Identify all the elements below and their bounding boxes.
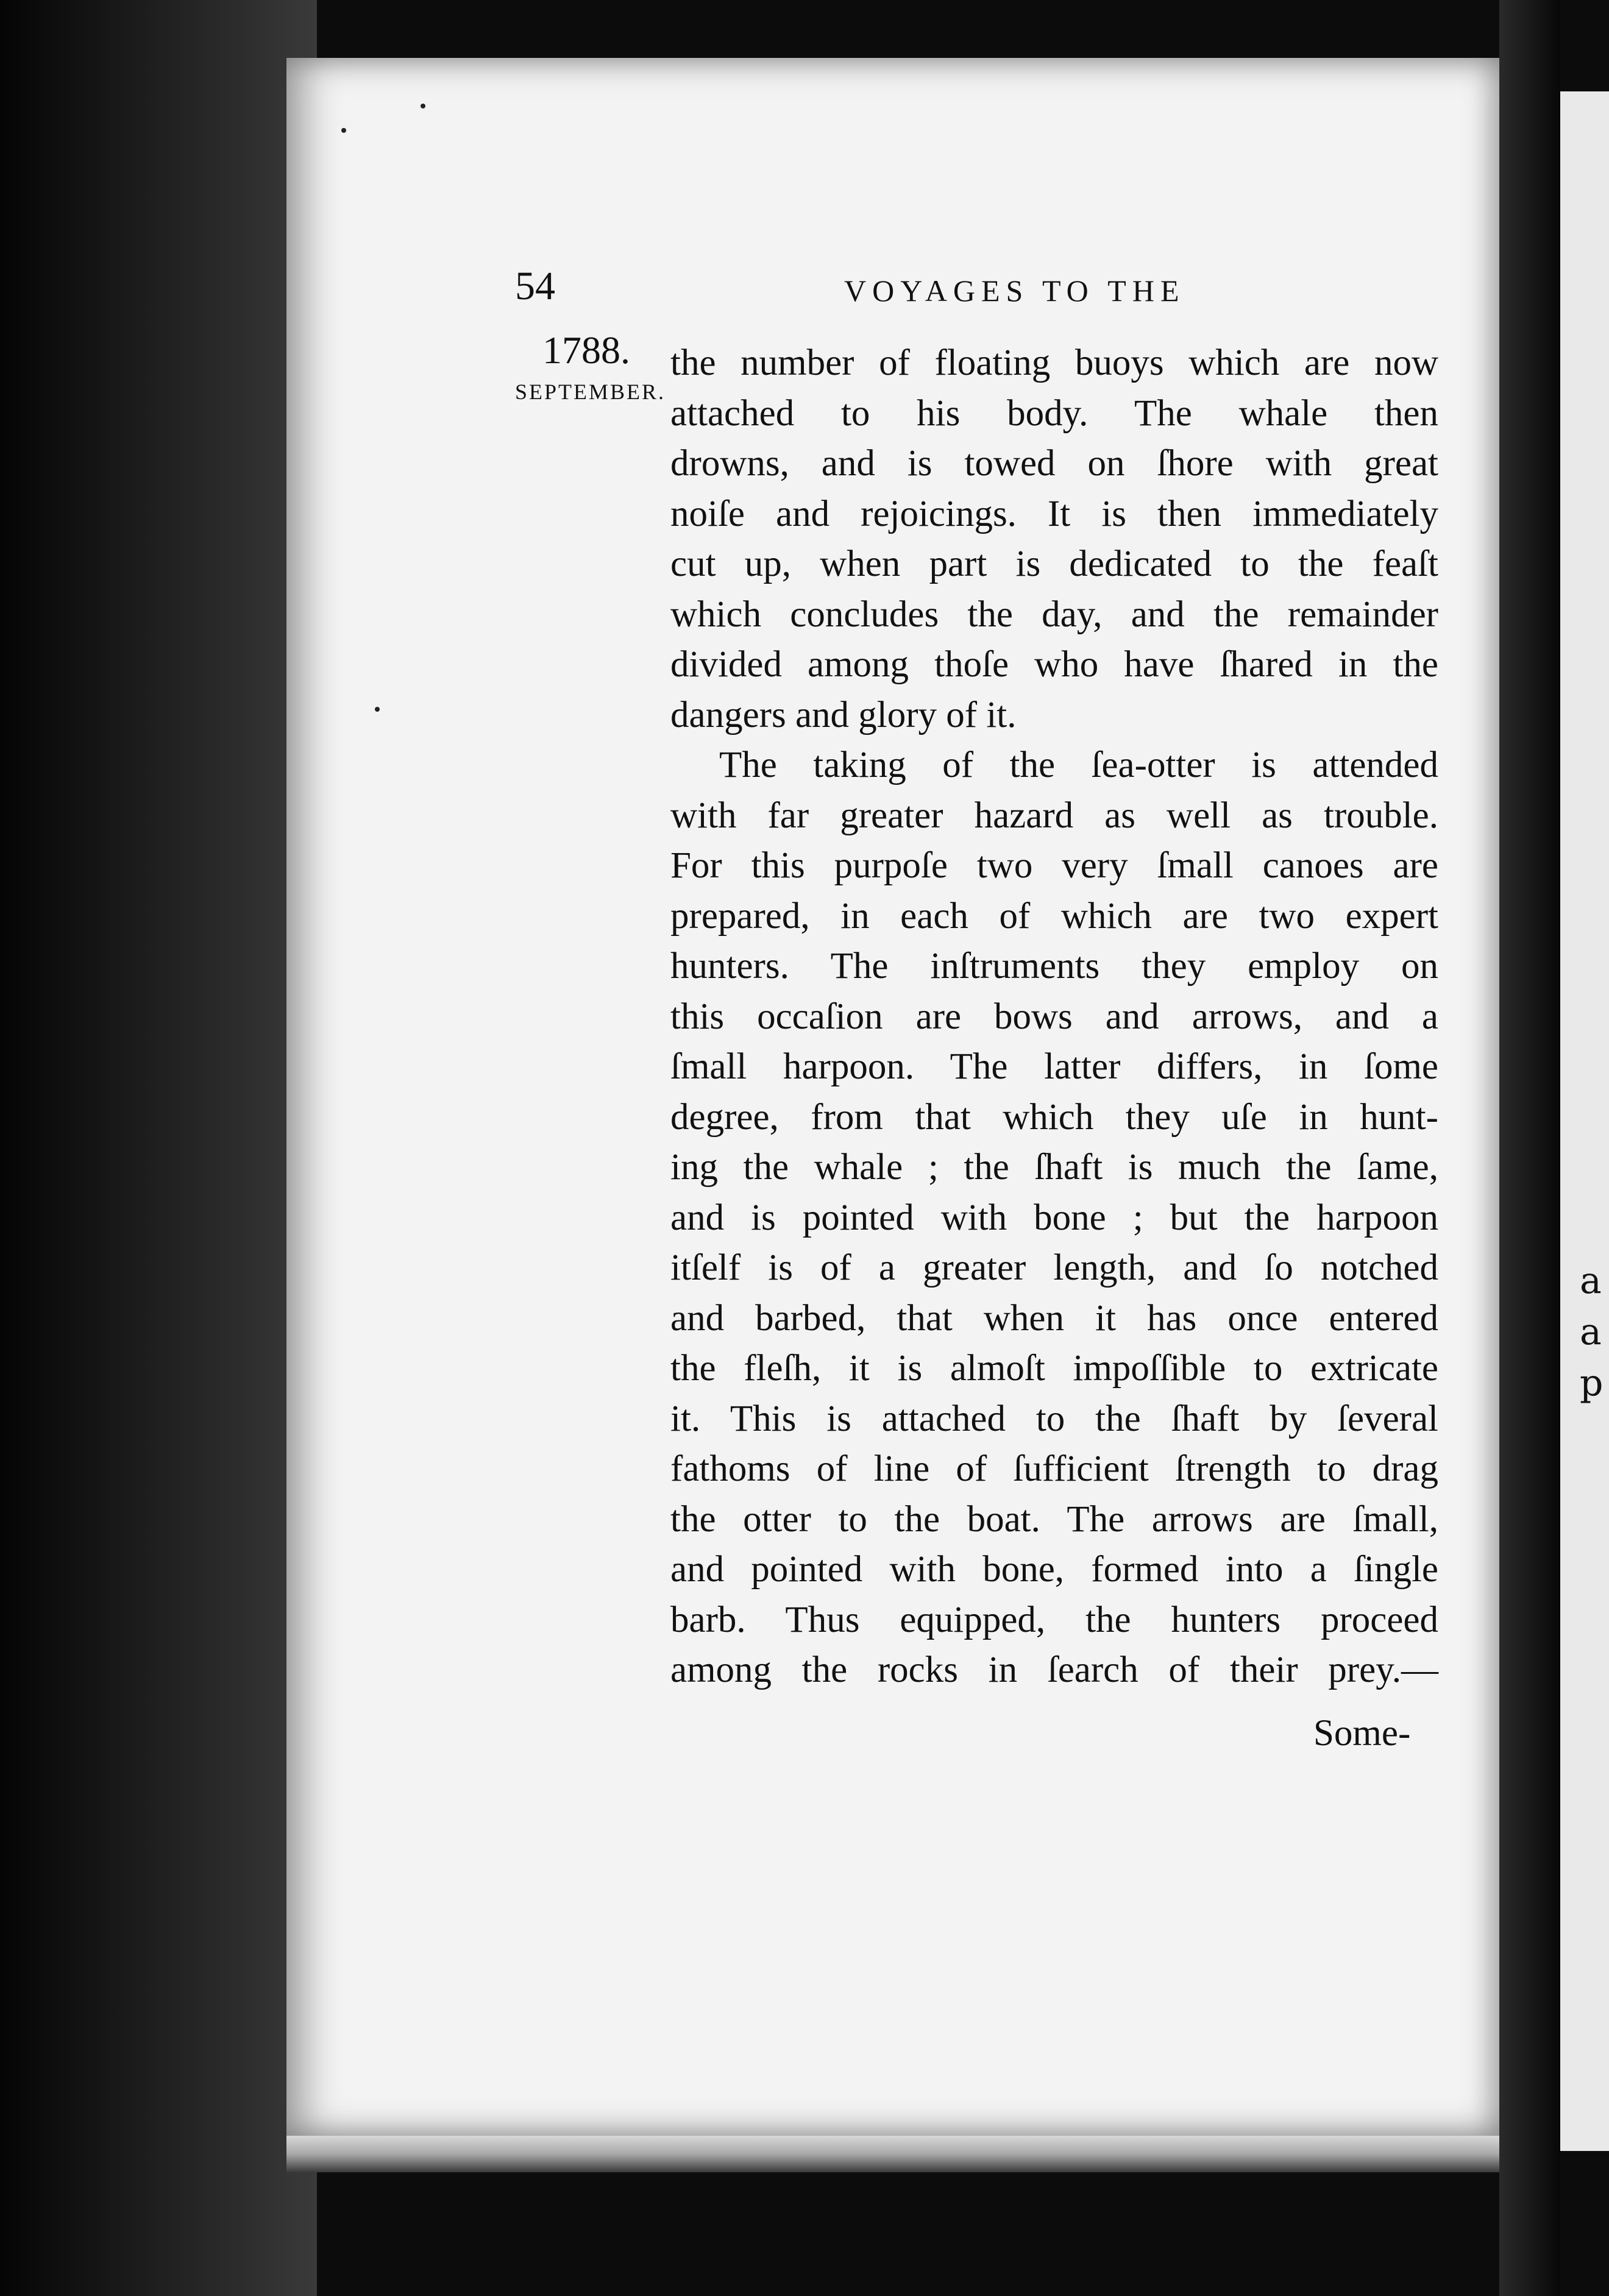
running-head: VOYAGES TO THE [844,274,1185,308]
facing-page-letter: a [1580,1260,1602,1302]
text-line: and barbed, that when it has once entered [670,1297,1438,1339]
text-line: ing the whale ; the ſhaft is much the ſame, [670,1147,1438,1188]
text-line: itſelf is of a greater length, and ſo notched [670,1247,1438,1288]
facing-page-letter: p [1580,1362,1604,1405]
text-line: dangers and glory of it. [670,694,1017,735]
text-line: cut up, when part is dedicated to the feaſt [670,544,1438,584]
scan-speck [375,707,380,712]
right-gutter [1499,0,1560,2296]
text-line: fathoms of line of ſufficient ſtrength to drag [670,1448,1438,1489]
text-line: degree, from that which they uſe in hunt- [670,1096,1438,1138]
text-line: attached to his body. The whale then [670,392,1438,434]
paragraph-first-line: The taking of the ſea-otter is attended [719,745,1438,785]
text-line: among the rocks in ſearch of their prey.— [670,1649,1438,1690]
text-line: which concludes the day, and the remainder [670,593,1438,635]
page-number: 54 [515,264,555,308]
scan-speck [341,128,346,133]
text-line: and is pointed with bone ; but the harpoon [670,1197,1438,1238]
text-line: divided among thoſe who have ſhared in the [670,644,1438,685]
text-line: hunters. The inſtruments they employ on [670,946,1438,987]
text-line: and pointed with bone, formed into a ſingle [670,1549,1438,1590]
facing-page-letter: a [1580,1311,1602,1353]
margin-note-month: SEPTEMBER. [515,380,666,404]
text-line: with far greater hazard as well as trouble. [670,795,1438,836]
text-line: the number of floating buoys which are now [670,342,1438,383]
text-line: For this purpoſe two very ſmall canoes are [670,845,1438,886]
body-text [670,338,1438,1696]
text-line: noiſe and rejoicings. It is then immediately [670,493,1438,534]
facing-page-edge [1560,91,1609,2151]
page-bottom-edge [286,2136,1499,2172]
text-line: it. This is attached to the ſhaft by ſeveral [670,1398,1438,1439]
catchword: Some- [1313,1713,1411,1754]
binding-gutter [0,0,317,2296]
text-line: the otter to the boat. The arrows are ſmall, [670,1498,1438,1540]
text-line: the fleſh, it is almoſt impoſſible to extricate [670,1348,1438,1389]
facing-page-fragment [1580,1255,1609,1409]
text-line: this occaſion are bows and arrows, and a [670,996,1438,1037]
margin-note-year: 1788. [542,328,630,372]
scan-speck [421,104,425,108]
text-line: ſmall harpoon. The latter differs, in ſome [670,1046,1438,1087]
text-line: barb. Thus equipped, the hunters proceed [670,1599,1438,1640]
text-line: prepared, in each of which are two expert [670,895,1438,937]
text-line: drowns, and is towed on ſhore with great [670,443,1438,484]
